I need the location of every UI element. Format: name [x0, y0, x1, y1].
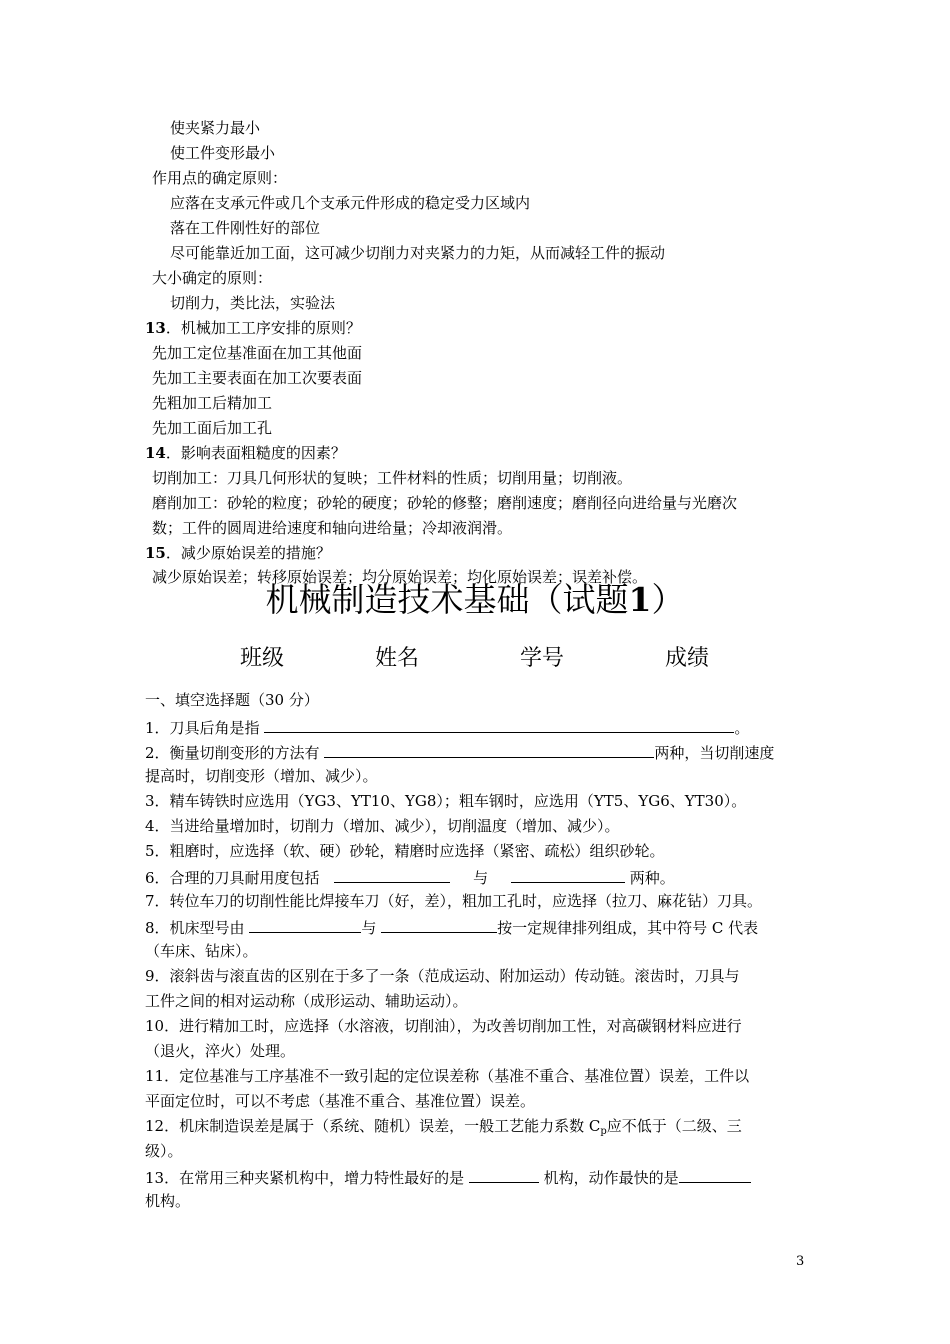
question-text: ．影响表面粗糙度的因素？ [165, 444, 346, 462]
question-text: 8．机床型号由 [145, 919, 245, 937]
question-continuation: 机构。 [145, 1192, 191, 1210]
question-text: ．机械加工工序安排的原则？ [165, 319, 361, 337]
answer-blank[interactable] [679, 1166, 751, 1183]
question-14-heading [145, 443, 346, 463]
exam-title-main: 机械制造技术基础（试题 [265, 580, 629, 619]
exam-question-8 [145, 916, 758, 938]
exam-question-3: 3．精车铸铁时应选用（YG3、YT10、YG8）；粗车钢时，应选用（YT5、YG6、YT30）。 [145, 792, 747, 810]
question-text: 13．在常用三种夹紧机构中，增力特性最好的是 [145, 1169, 465, 1187]
answer-blank[interactable] [381, 916, 497, 933]
exam-question-13 [145, 1166, 751, 1188]
text-line: 切削力，类比法，实验法 [170, 294, 336, 312]
text-line: 使工件变形最小 [170, 144, 276, 162]
answer-blank[interactable] [264, 716, 734, 733]
question-text: 机构，动作最快的是 [543, 1169, 679, 1187]
answer-blank[interactable] [511, 866, 625, 883]
question-text: 12．机床制造误差是属于（系统、随机）误差，一般工艺能力系数 C [145, 1117, 601, 1135]
text-line: 应落在支承元件或几个支承元件形成的稳定受力区域内 [170, 194, 531, 212]
question-text: 2．衡量切削变形的方法有 [145, 744, 320, 762]
text-line: 作用点的确定原则： [152, 169, 288, 187]
exam-question-12 [145, 1116, 742, 1142]
answer-line: 先加工面后加工孔 [152, 419, 273, 437]
question-13-heading [145, 318, 361, 338]
exam-title-number: 1 [628, 580, 652, 619]
exam-question-1 [145, 716, 749, 738]
subscript: p [600, 1126, 607, 1137]
section-heading: 一、填空选择题（30 分） [145, 691, 319, 709]
question-continuation: 平面定位时，可以不考虑（基准不重合、基准位置）误差。 [145, 1092, 536, 1110]
info-student-id: 学号 [520, 646, 565, 671]
page-number: 3 [796, 1254, 805, 1269]
question-text: 两种。 [629, 869, 675, 887]
exam-question-9: 9．滚斜齿与滚直齿的区别在于多了一条（范成运动、附加运动）传动链。滚齿时，刀具与 [145, 967, 740, 985]
question-continuation: 提高时，切削变形（增加、减少）。 [145, 767, 378, 785]
question-text: 与 [361, 919, 377, 937]
answer-line: 先加工定位基准面在加工其他面 [152, 344, 363, 362]
exam-question-11: 11．定位基准与工序基准不一致引起的定位误差称（基准不重合、基准位置）误差，工件以 [145, 1067, 750, 1085]
question-text: 两种，当切削速度 [654, 744, 775, 762]
question-text: 6．合理的刀具耐用度包括 [145, 869, 320, 887]
answer-blank[interactable] [324, 741, 654, 758]
answer-line: 先加工主要表面在加工次要表面 [152, 369, 363, 387]
question-text: ．减少原始误差的措施？ [165, 544, 331, 562]
question-text: 1．刀具后角是指 [145, 719, 260, 737]
question-continuation: （车床、钻床）。 [145, 942, 258, 960]
text-line: 使夹紧力最小 [170, 119, 261, 137]
exam-question-10: 10．进行精加工时，应选择（水溶液，切削油），为改善切削加工性，对高碳钢材料应进行 [145, 1017, 742, 1035]
answer-line: 数；工件的圆周进给速度和轴向进给量；冷却液润滑。 [152, 519, 513, 537]
question-number: 15 [145, 544, 166, 562]
question-continuation: 级）。 [145, 1142, 183, 1160]
exam-title-end: ） [651, 580, 685, 619]
exam-title [0, 578, 950, 622]
question-text: 与 [473, 869, 489, 887]
question-number: 13 [145, 319, 166, 337]
answer-blank[interactable] [334, 866, 450, 883]
info-class: 班级 [240, 646, 285, 671]
answer-blank[interactable] [249, 916, 361, 933]
answer-line: 磨削加工：砂轮的粒度；砂轮的硬度；砂轮的修整；磨削速度；磨削径向进给量与光磨次 [152, 494, 738, 512]
question-continuation: 工件之间的相对运动称（成形运动、辅助运动）。 [145, 992, 468, 1010]
answer-blank[interactable] [469, 1166, 539, 1183]
exam-question-2 [145, 741, 774, 763]
question-number: 14 [145, 444, 166, 462]
question-continuation: （退火，淬火）处理。 [145, 1042, 296, 1060]
exam-question-6 [145, 866, 675, 888]
answer-line: 先粗加工后精加工 [152, 394, 273, 412]
exam-question-5: 5．粗磨时，应选择（软、硬）砂轮，精磨时应选择（紧密、疏松）组织砂轮。 [145, 842, 665, 860]
info-name: 姓名 [375, 646, 420, 671]
answer-line: 减少原始误差；转移原始误差；均分原始误差；均化原始误差；误差补偿。 [152, 568, 648, 586]
text-line: 落在工件刚性好的部位 [170, 219, 321, 237]
exam-question-4: 4．当进给量增加时，切削力（增加、减少），切削温度（增加、减少）。 [145, 817, 620, 835]
text-line: 大小确定的原则： [152, 269, 273, 287]
exam-question-7: 7．转位车刀的切削性能比焊接车刀（好，差），粗加工孔时，应选择（拉刀、麻花钻）刀具。 [145, 892, 763, 910]
answer-line: 切削加工：刀具几何形状的复映；工件材料的性质；切削用量；切削液。 [152, 469, 633, 487]
question-text: 按一定规律排列组成，其中符号 C 代表 [497, 919, 759, 937]
text-line: 尽可能靠近加工面，这可减少切削力对夹紧力的力矩，从而减轻工件的振动 [170, 244, 666, 262]
question-15-heading [145, 543, 331, 563]
question-text: 。 [734, 719, 750, 737]
question-text: 应不低于（二级、三 [606, 1117, 742, 1135]
info-score: 成绩 [665, 646, 710, 671]
